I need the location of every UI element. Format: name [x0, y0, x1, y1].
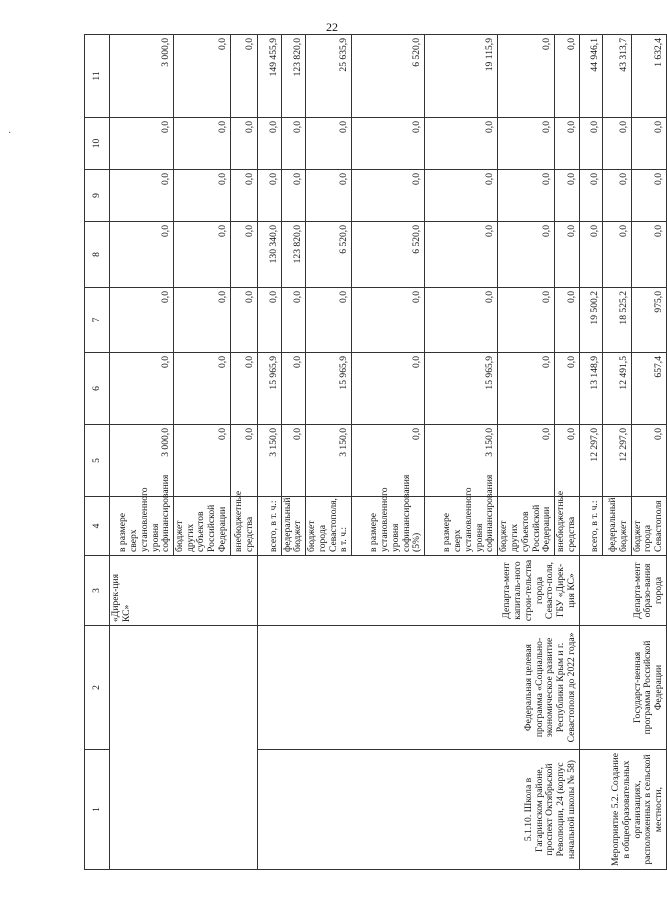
value-cell: 0,0 — [498, 170, 555, 222]
source-label: бюджет других субъектов Российской Федерации — [174, 497, 231, 556]
value-cell: 0,0 — [579, 222, 602, 288]
source-label: всего, в т. ч.: — [579, 497, 602, 556]
value-cell: 0,0 — [555, 170, 579, 222]
value-cell: 0,0 — [306, 118, 352, 170]
value-cell: 0,0 — [281, 288, 305, 353]
value-cell: 0,0 — [174, 118, 231, 170]
column-number-row — [85, 35, 110, 870]
value-cell: 18 525,2 — [602, 288, 631, 353]
value-cell: 12 297,0 — [579, 425, 602, 497]
value-cell: 43 313,7 — [602, 35, 631, 118]
value-cell: 0,0 — [174, 170, 231, 222]
value-cell: 0,0 — [631, 118, 666, 170]
value-cell: 6 520,0 — [306, 222, 352, 288]
value-cell: 0,0 — [174, 35, 231, 118]
value-cell: 15 965,9 — [257, 353, 281, 425]
value-cell: 0,0 — [257, 170, 281, 222]
value-cell: 15 965,9 — [425, 353, 498, 425]
value-cell: 12 297,0 — [602, 425, 631, 497]
value-cell: 0,0 — [631, 170, 666, 222]
rotated-table-area — [84, 35, 665, 870]
source-label: федеральный бюджет — [281, 497, 305, 556]
value-cell: 0,0 — [352, 288, 425, 353]
value-cell: 0,0 — [555, 35, 579, 118]
table-row — [257, 35, 281, 870]
value-cell: 0,0 — [281, 118, 305, 170]
value-cell: 130 340,0 — [257, 222, 281, 288]
value-cell: 3 150,0 — [425, 425, 498, 497]
value-cell: 0,0 — [230, 222, 257, 288]
value-cell: 0,0 — [281, 170, 305, 222]
value-cell: 0,0 — [425, 222, 498, 288]
value-cell: 0,0 — [306, 170, 352, 222]
source-label: федеральный бюджет — [602, 497, 631, 556]
value-cell: 0,0 — [602, 170, 631, 222]
value-cell: 149 455,9 — [257, 35, 281, 118]
value-cell: 0,0 — [631, 222, 666, 288]
value-cell: 3 150,0 — [306, 425, 352, 497]
value-cell: 0,0 — [352, 170, 425, 222]
value-cell: 12 491,5 — [602, 353, 631, 425]
value-cell: 0,0 — [631, 425, 666, 497]
executor-cell: «Дирек-ция КС» — [110, 556, 258, 626]
col-header: 8 — [85, 222, 110, 288]
financing-table — [84, 34, 667, 870]
value-cell: 0,0 — [230, 170, 257, 222]
value-cell: 0,0 — [602, 118, 631, 170]
value-cell: 0,0 — [306, 288, 352, 353]
value-cell: 0,0 — [555, 425, 579, 497]
value-cell: 6 520,0 — [352, 222, 425, 288]
value-cell: 0,0 — [110, 222, 174, 288]
table-rotated-container — [84, 35, 665, 870]
value-cell: 0,0 — [230, 288, 257, 353]
value-cell: 6 520,0 — [352, 35, 425, 118]
value-cell: 0,0 — [498, 288, 555, 353]
value-cell: 0,0 — [579, 118, 602, 170]
value-cell: 0,0 — [110, 170, 174, 222]
col-header: 10 — [85, 118, 110, 170]
program-cell: Федеральная целевая программа «Социально-экономическое развитие Республики Крым и г. Севастополя до 2022 года» — [257, 626, 579, 750]
measure-title: 5.1.10. Школа в Гагаринском районе, проспект Октябрьской Революции, 24 (корпус начальной школы № 58) — [257, 750, 579, 870]
col-header: 5 — [85, 425, 110, 497]
value-cell: 0,0 — [555, 118, 579, 170]
value-cell: 0,0 — [498, 35, 555, 118]
value-cell: 1 632,4 — [631, 35, 666, 118]
table-row — [110, 35, 174, 870]
col-header: 9 — [85, 170, 110, 222]
value-cell: 0,0 — [281, 425, 305, 497]
value-cell: 0,0 — [230, 353, 257, 425]
source-label: бюджет других субъектов Российской Федерации — [498, 497, 555, 556]
source-label: бюджет города Севастополя — [631, 497, 666, 556]
value-cell: 0,0 — [281, 353, 305, 425]
value-cell: 0,0 — [555, 222, 579, 288]
value-cell: 0,0 — [498, 222, 555, 288]
value-cell: 3 000,0 — [110, 425, 174, 497]
value-cell: 44 946,1 — [579, 35, 602, 118]
value-cell: 15 965,9 — [306, 353, 352, 425]
value-cell: 0,0 — [425, 288, 498, 353]
value-cell: 0,0 — [498, 353, 555, 425]
value-cell: 0,0 — [257, 118, 281, 170]
value-cell: 0,0 — [602, 222, 631, 288]
value-cell: 3 000,0 — [110, 35, 174, 118]
value-cell: 123 820,0 — [281, 35, 305, 118]
value-cell: 19 500,2 — [579, 288, 602, 353]
value-cell: 0,0 — [174, 353, 231, 425]
value-cell: 0,0 — [110, 353, 174, 425]
page-number: 22 — [326, 20, 338, 34]
value-cell: 0,0 — [174, 288, 231, 353]
value-cell: 25 635,9 — [306, 35, 352, 118]
value-cell: 0,0 — [230, 35, 257, 118]
value-cell: 3 150,0 — [257, 425, 281, 497]
value-cell: 123 820,0 — [281, 222, 305, 288]
value-cell: 0,0 — [555, 288, 579, 353]
executor-cell: Департа-мент образо-вания города — [579, 556, 666, 626]
source-label: внебюджетные средства — [230, 497, 257, 556]
source-label: внебюджетные средства — [555, 497, 579, 556]
executor-cell: Департа-мент капиталь-ного строи-тельства города Севасто-поля, ГБУ «Дирек-ция КС» — [257, 556, 579, 626]
table-row — [579, 35, 602, 870]
value-cell: 0,0 — [425, 118, 498, 170]
value-cell: 0,0 — [352, 425, 425, 497]
value-cell: 0,0 — [425, 170, 498, 222]
value-cell: 19 115,9 — [425, 35, 498, 118]
value-cell: 0,0 — [352, 118, 425, 170]
value-cell: 0,0 — [230, 118, 257, 170]
value-cell: 13 148,9 — [579, 353, 602, 425]
measure-title: Мероприятие 5.2. Создание в общеобразовательных организациях, расположенных в сельской местности, — [579, 750, 666, 870]
value-cell: 0,0 — [555, 353, 579, 425]
program-cell: Государст-венная программа Российской Федерации — [579, 626, 666, 750]
value-cell: 0,0 — [174, 425, 231, 497]
col-header: 3 — [85, 556, 110, 626]
value-cell: 975,0 — [631, 288, 666, 353]
value-cell: 0,0 — [352, 353, 425, 425]
source-label: в размере установленного уровня софинансирования (5%) — [352, 497, 425, 556]
value-cell: 0,0 — [257, 288, 281, 353]
col-header: 11 — [85, 35, 110, 118]
source-label: бюджет города Севастополя, в т. ч.: — [306, 497, 352, 556]
source-label: в размере сверх установленного уровня софинансирования — [110, 497, 174, 556]
source-label: всего, в т. ч.: — [257, 497, 281, 556]
col-header: 4 — [85, 497, 110, 556]
value-cell: 0,0 — [110, 288, 174, 353]
col-header: 6 — [85, 353, 110, 425]
value-cell: 0,0 — [498, 118, 555, 170]
value-cell: 0,0 — [498, 425, 555, 497]
value-cell: 657,4 — [631, 353, 666, 425]
value-cell: 0,0 — [110, 118, 174, 170]
value-cell: 0,0 — [174, 222, 231, 288]
value-cell: 0,0 — [579, 170, 602, 222]
col-header: 7 — [85, 288, 110, 353]
col-header: 2 — [85, 626, 110, 750]
col-header: 1 — [85, 750, 110, 870]
margin-mark: · — [8, 128, 12, 139]
value-cell: 0,0 — [230, 425, 257, 497]
source-label: в размере сверх установленного уровня софинансирования — [425, 497, 498, 556]
measure-cell — [110, 626, 258, 870]
